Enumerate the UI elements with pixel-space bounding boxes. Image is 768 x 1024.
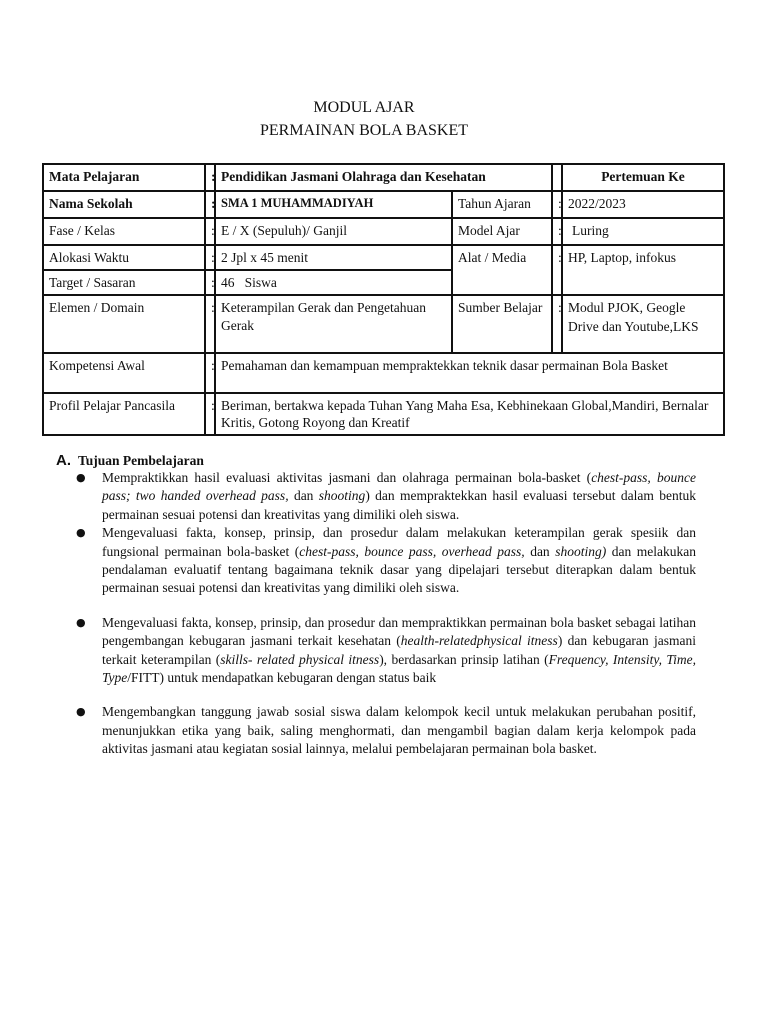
colon: :: [205, 191, 215, 218]
colon: :: [205, 218, 215, 245]
label-profil-pelajar: Profil Pelajar Pancasila: [43, 393, 205, 435]
colon: :: [552, 191, 562, 218]
module-info-table: [42, 163, 725, 436]
label-alat-media: Alat / Media: [452, 245, 552, 295]
document-title: [0, 96, 728, 142]
goals-list: [56, 469, 696, 759]
colon: :: [205, 164, 215, 191]
empty-cell: [552, 164, 562, 191]
value-nama-sekolah: SMA 1 MUHAMMADIYAH: [215, 191, 452, 218]
row-fase-kelas: [43, 218, 724, 245]
section-title: Tujuan Pembelajaran: [78, 453, 204, 468]
value-elemen-domain: Keterampilan Gerak dan Pengetahuan Gerak: [215, 295, 452, 353]
goal-item-3: ● Mengevaluasi fakta, konsep, prinsip, dan prosedur dan mempraktikkan permainan bola basket sebagai latihan pengembangan kebugaran jasmani terkait kesehatan (health-relatedphysical itness) dan kebugaran jasmani terkait keterampilan (skills- related physical itness), berdasarkan prinsip latihan (Frequency, Intensity, Time, Type/FITT) untuk mendapatkan kebugaran dengan status baik: [76, 614, 697, 686]
label-elemen-domain: Elemen / Domain: [43, 295, 205, 353]
colon: :: [205, 353, 215, 393]
section-tujuan-pembelajaran: [56, 452, 696, 759]
title-line-2: PERMAINAN BOLA BASKET: [259, 122, 468, 139]
row-profil-pelajar: [43, 393, 724, 435]
row-kompetensi-awal: [43, 353, 724, 393]
label-alokasi-waktu: Alokasi Waktu: [43, 245, 205, 270]
label-nama-sekolah: Nama Sekolah: [43, 191, 205, 218]
label-sumber-belajar: Sumber Belajar: [452, 295, 552, 353]
colon: :: [552, 218, 562, 245]
value-profil-pelajar: Beriman, bertakwa kepada Tuhan Yang Maha Esa, Kebhinekaan Global,Mandiri, Bernalar Kritis, Gotong Royong dan Kreatif: [215, 393, 724, 435]
row-alokasi-waktu: [43, 245, 724, 270]
value-model-ajar: Luring: [562, 218, 724, 245]
value-mata-pelajaran: Pendidikan Jasmani Olahraga dan Kesehatan: [215, 164, 552, 191]
row-mata-pelajaran: [43, 164, 724, 191]
label-mata-pelajaran: Mata Pelajaran: [43, 164, 205, 191]
bullet-icon: ●: [76, 705, 86, 719]
section-letter: A.: [56, 452, 71, 469]
title-line-1: MODUL AJAR: [313, 99, 415, 116]
colon: :: [552, 245, 562, 295]
label-target-sasaran: Target / Sasaran: [43, 270, 205, 295]
label-tahun-ajaran: Tahun Ajaran: [452, 191, 552, 218]
bullet-icon: ●: [76, 471, 86, 484]
row-nama-sekolah: [43, 191, 724, 218]
bullet-icon: ●: [76, 526, 86, 540]
colon: :: [205, 245, 215, 270]
label-pertemuan-ke: Pertemuan Ke: [562, 164, 724, 191]
value-tahun-ajaran: 2022/2023: [562, 191, 724, 218]
value-sumber-belajar: Modul PJOK, Geogle Drive dan Youtube,LKS: [562, 295, 724, 353]
colon: :: [552, 295, 562, 353]
colon: :: [205, 295, 215, 353]
row-elemen-domain: [43, 295, 724, 353]
value-kompetensi-awal: Pemahaman dan kemampuan mempraktekkan teknik dasar permainan Bola Basket: [215, 353, 724, 393]
goal-item-1: ● Mempraktikkan hasil evaluasi aktivitas jasmani dan olahraga permainan bola-basket (chest-pass, bounce pass; two handed overhead pass, dan shooting) dan mempraktekkan hasil evaluasi tersebut dalam bentuk permainan sesuai potensi dan kreativitas yang dimiliki oleh siswa.: [76, 470, 696, 522]
colon: :: [205, 270, 215, 295]
label-kompetensi-awal: Kompetensi Awal: [43, 353, 205, 393]
goal-item-4: ● Mengembangkan tanggung jawab sosial siswa dalam kelompok kecil untuk melakukan perubahan positif, menunjukkan etika yang baik, saling menghormati, dan mengambil bagian dalam kerja kelompok pada aktivitas jasmani atau kegiatan sosial lainnya, melalui pembelajaran permainan bola basket.: [76, 704, 696, 757]
label-fase-kelas: Fase / Kelas: [43, 218, 205, 245]
value-alat-media: HP, Laptop, infokus: [562, 245, 724, 295]
colon: :: [205, 393, 215, 435]
value-target-sasaran: 46 Siswa: [215, 270, 452, 295]
value-alokasi-waktu: 2 Jpl x 45 menit: [215, 245, 452, 270]
value-fase-kelas: E / X (Sepuluh)/ Ganjil: [215, 218, 452, 245]
bullet-icon: ●: [76, 615, 86, 629]
label-model-ajar: Model Ajar: [452, 218, 552, 245]
section-heading: [56, 452, 696, 469]
goal-item-2: ● Mengevaluasi fakta, konsep, prinsip, dan prosedur dalam melakukan keterampilan gerak spesiik dan fungsional permainan bola-basket (chest-pass, bounce pass, overhead pass, dan shooting) dan melakukan pendalaman evaluatif tentang bagaimana teknik dasar yang dipelajari tersebut diterapkan dalam bentuk permainan sesuai potensi dan kreativitas yang dimiliki oleh siswa.: [76, 525, 696, 596]
